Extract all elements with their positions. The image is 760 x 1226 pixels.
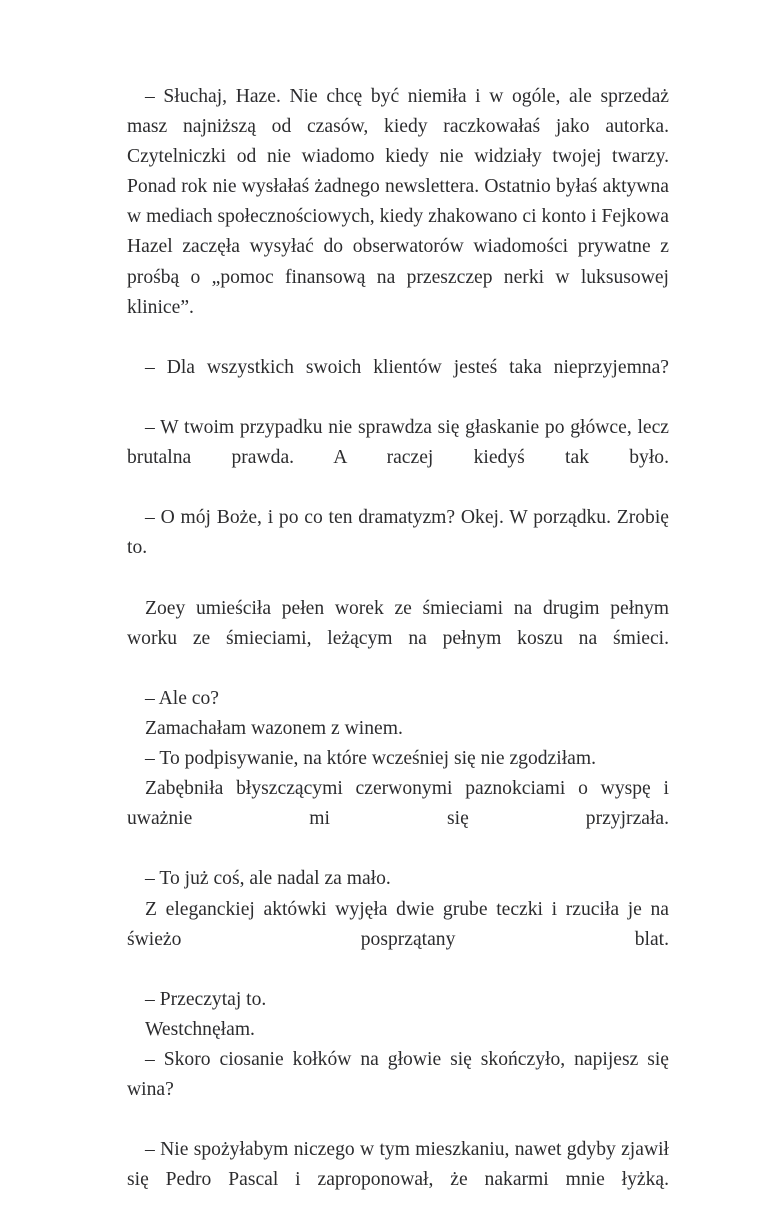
paragraph: – Skoro ciosanie kołków na głowie się skończyło, napijesz się wina? <box>127 1049 669 1101</box>
page-text-block <box>127 82 669 1226</box>
paragraph: Zoey umieściła pełen worek ze śmieciami na drugim pełnym worku ze śmieciami, leżącym na pełnym koszu na śmieci. <box>127 597 669 649</box>
paragraph: – O mój Boże, i po co ten dramatyzm? Okej. W porządku. Zrobię to. <box>127 507 669 559</box>
paragraph: Zabębniła błyszczącymi czerwonymi paznokciami o wyspę i uważnie mi się przyjrzała. <box>127 778 669 830</box>
paragraph: Westchnęłam. <box>145 1018 255 1040</box>
paragraph: – Dla wszystkich swoich klientów jesteś taka nieprzyjemna? <box>145 356 669 378</box>
paragraph: Zamachałam wazonem z winem. <box>145 717 403 739</box>
paragraph: – Ale co? <box>145 687 219 709</box>
paragraph: – To podpisywanie, na które wcześniej się nie zgodziłam. <box>145 748 596 770</box>
paragraph: – W twoim przypadku nie sprawdza się głaskanie po główce, lecz brutalna prawda. A raczej kiedyś tak było. <box>127 417 669 469</box>
paragraph: – Przeczytaj to. <box>145 988 267 1010</box>
paragraph: Z eleganckiej aktówki wyjęła dwie grube teczki i rzuciła je na świeżo posprzątany blat. <box>127 898 669 950</box>
paragraph: – Słuchaj, Haze. Nie chcę być niemiła i w ogóle, ale sprzedaż masz najniższą od czasów, kiedy raczkowałaś jako autorka. Czytelniczki od nie wiadomo kiedy nie widziały twojej twarzy. Ponad rok nie wysłałaś żadnego newslettera. Ostatnio byłaś aktywna w mediach społecznościowych, kiedy zhakowano ci konto i Fejkowa Hazel zaczęła wysyłać do obserwatorów wiadomości prywatne z prośbą o „pomoc finansową na przeszczep nerki w luksusowej klinice”. <box>127 86 669 318</box>
paragraph: – To już coś, ale nadal za mało. <box>145 868 391 890</box>
paragraph: – Nie spożyłabym niczego w tym mieszkaniu, nawet gdyby zjawił się Pedro Pascal i zaproponował, że nakarmi mnie łyżką. <box>127 1139 669 1191</box>
